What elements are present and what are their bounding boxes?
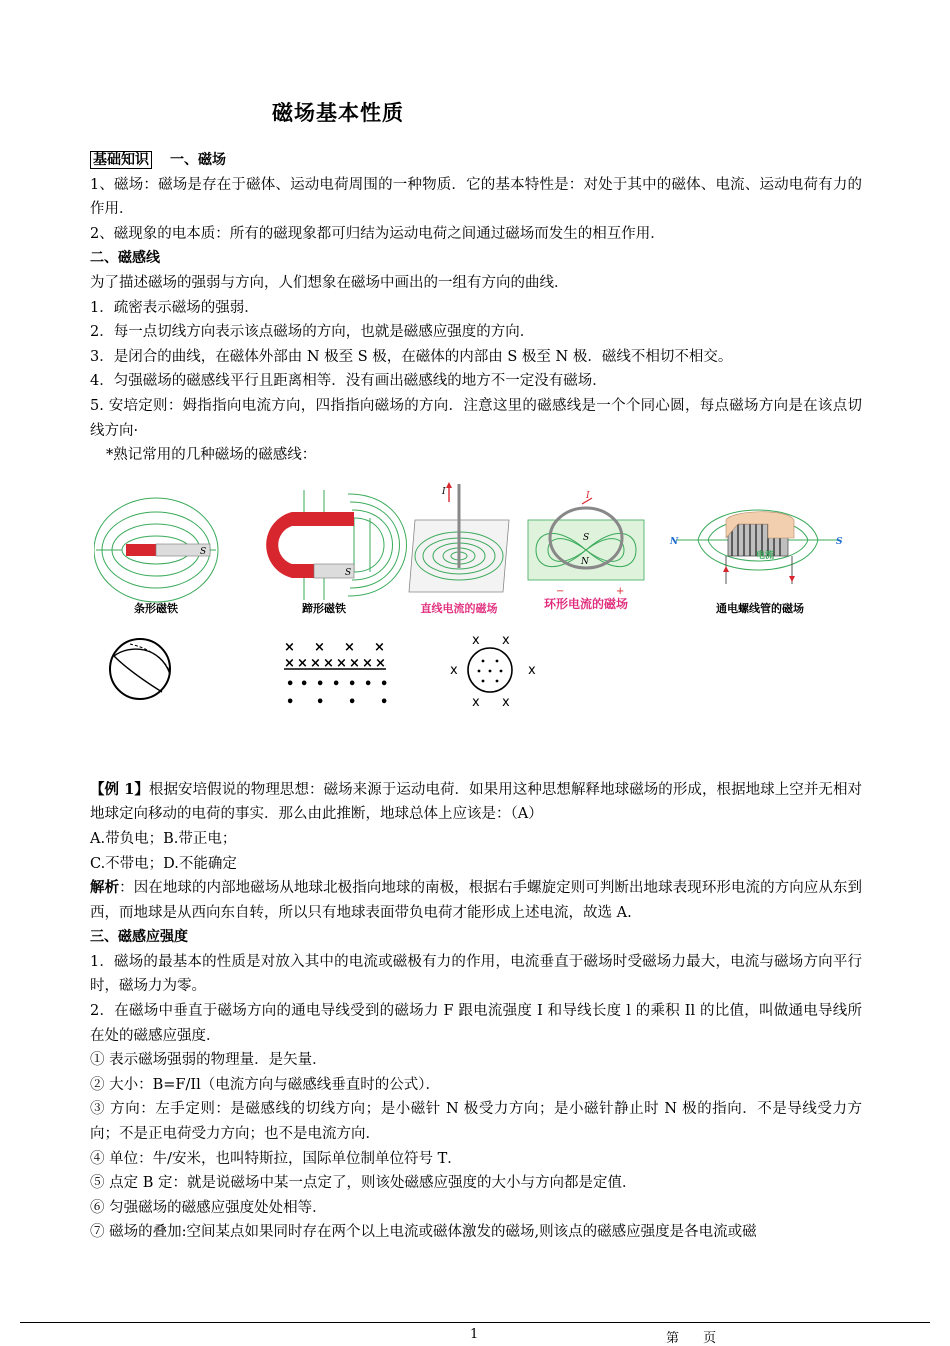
section3-item: ① 表示磁场强弱的物理量．是矢量．: [90, 1052, 327, 1069]
footer-page-number: 1: [470, 1327, 479, 1342]
ring-current-i-label: I: [586, 490, 590, 501]
dot-mark: •: [380, 694, 389, 710]
x-small-mark: x: [502, 633, 510, 648]
solenoid-current-label: 电流: [756, 550, 775, 561]
x-small-mark: x: [528, 662, 536, 678]
x-mark: ×: [314, 639, 325, 655]
section2-item: 5. 安培定则：姆指指向电流方向，四指指向磁场的方向．注意这里的磁感线是一个个同心圆，每点磁场方向是在该点切线方向·: [90, 397, 862, 439]
section2-item: 4．匀强磁场的磁感线平行且距离相等．没有画出磁感线的地方不一定没有磁场．: [90, 373, 607, 390]
ring-n-label: N: [581, 556, 589, 567]
straight-current-caption: 直线电流的磁场: [420, 601, 498, 615]
section3-item: ③ 方向：左手定则：是磁感线的切线方向；是小磁针 N 极受力方向；是小磁针静止时 N 极的指向．不是导线受力方向；不是正电荷受力方向；也不是电流方向．: [90, 1101, 862, 1143]
ring-current-figure: [528, 491, 644, 611]
dot-mark: •: [348, 694, 357, 710]
bar-magnet-caption: 条形磁铁: [134, 601, 178, 615]
x-mark: ×: [284, 639, 295, 655]
dot-mark: •: [316, 694, 325, 710]
x-mark: ×: [374, 639, 385, 655]
dot-mark: •: [380, 676, 389, 692]
field-line-diagrams: [94, 480, 854, 630]
analysis-text: ：因在地球的内部地磁场从地球北极指向地球的南极，根据右手螺旋定则可判断出地球表现环形电流的方向应从东到西，而地球是从西向东自转，所以只有地球表面带负电荷才能形成上述电流，故选 A.: [90, 880, 863, 921]
section3-item: ⑦ 磁场的叠加:空间某点如果同时存在两个以上电流或磁体激发的磁场,则该点的磁感应强度是各电流或磁: [90, 1224, 757, 1241]
x-mark: ×: [349, 655, 360, 671]
section3-item: ⑥ 匀强磁场的磁感应强度处处相等．: [90, 1199, 327, 1216]
dot-mark: •: [300, 676, 309, 692]
dot-mark: •: [364, 676, 373, 692]
section1-p2: 2、磁现象的电本质：所有的磁现象都可归结为运动电荷之间通过磁场而发生的相互作用．: [90, 225, 665, 242]
section1-heading: 一、磁场: [170, 152, 226, 168]
x-mark: ×: [375, 655, 386, 671]
ring-s-label: S: [583, 532, 590, 543]
x-mark: ×: [336, 655, 347, 671]
ring-symbol-figure: [450, 634, 536, 710]
bar-magnet-north: [126, 544, 156, 556]
x-mark: ×: [310, 655, 321, 671]
dot-mark: •: [286, 694, 295, 710]
bar-magnet-figure: [94, 498, 218, 615]
section2-heading: 二、磁感线: [90, 250, 160, 267]
x-small-mark: x: [450, 662, 458, 678]
section3-p1: 1．磁场的最基本的性质是对放入其中的电流或磁极有力的作用，电流垂直于磁场时受磁场力最大，电流与磁场方向平行时，磁场力为零。: [90, 953, 862, 995]
example1-text: 根据安培假说的物理思想：磁场来源于运动电荷．如果用这种思想解释地球磁场的形成，根据地球上空并无相对地球定向移动的电荷的事实．那么由此推断，地球总体上应该是：（A）: [90, 781, 863, 823]
section2-item: 1．疏密表示磁场的强弱．: [90, 299, 259, 316]
section2-item: 2．每一点切线方向表示该点磁场的方向，也就是磁感应强度的方向．: [90, 324, 535, 341]
section3-heading: 三、磁感应强度: [90, 929, 188, 946]
example1: [90, 778, 862, 827]
example1-label: 【例 1】: [90, 780, 149, 798]
section3-item: ④ 单位：牛/安米，也叫特斯拉，国际单位制单位符号 T．: [90, 1150, 462, 1167]
page-title: 磁场基本性质: [272, 101, 404, 125]
section2-intro: 为了描述磁场的强弱与方向，人们想象在磁场中画出的一组有方向的曲线．: [90, 274, 569, 291]
horseshoe-caption: 蹄形磁铁: [302, 601, 346, 615]
ring-current-caption: 环形电流的磁场: [543, 596, 629, 611]
dot-mark: •: [316, 676, 325, 692]
wire-field-figure: [284, 640, 388, 710]
x-small-mark: x: [502, 694, 510, 710]
x-mark: ×: [284, 655, 295, 671]
ring-plus-label: +: [616, 585, 625, 597]
horseshoe-s-label: S: [345, 567, 352, 578]
basics-box-label: 基础知识: [90, 151, 152, 169]
straight-current-figure: [409, 482, 509, 615]
example1-options-ab: A.带负电；B.带正电；: [90, 830, 237, 847]
field-symbol-figures: [90, 628, 862, 778]
x-mark: ×: [344, 639, 355, 655]
x-mark: ×: [323, 655, 334, 671]
footer-page-label: 第 页: [666, 1331, 717, 1346]
solenoid-figure: [669, 510, 843, 615]
sphere-figure: [110, 639, 170, 699]
solenoid-s-label: S: [836, 536, 843, 547]
dot-mark: •: [286, 676, 295, 692]
section2-note: *熟记常用的几种磁场的磁感线：: [106, 447, 317, 464]
horseshoe-magnet-figure: [266, 490, 406, 615]
x-mark: ×: [362, 655, 373, 671]
section3-p2: 2．在磁场中垂直于磁场方向的通电导线受到的磁场力 F 跟电流强度 I 和导线长度 l 的乘积 Il 的比值，叫做通电导线所在处的磁感应强度．: [90, 1003, 862, 1044]
footer-divider: [20, 1322, 930, 1323]
current-i-label: I: [442, 486, 446, 497]
field-symbol-diagrams: [90, 634, 560, 724]
dot-mark: •: [348, 676, 357, 692]
dot-mark: •: [332, 676, 341, 692]
field-line-figures: [90, 468, 862, 628]
x-mark: ×: [297, 655, 308, 671]
example1-options-cd: C.不带电；D.不能确定: [90, 855, 237, 872]
section3-item: ⑤ 点定 B 定：就是说磁场中某一点定了，则该处磁感应强度的大小与方向都是定值．: [90, 1175, 637, 1192]
section1-p1: 1、磁场：磁场是存在于磁体、运动电荷周围的一种物质．它的基本特性是：对处于其中的磁体、电流、运动电荷有力的作用．: [90, 176, 862, 218]
solenoid-caption: 通电螺线管的磁场: [716, 601, 804, 615]
content-body: [90, 148, 862, 1245]
analysis-label: 解析: [90, 880, 120, 897]
ring-minus-label: −: [556, 585, 565, 597]
section3-item: ② 大小：B=F/Il（电流方向与磁感线垂直时的公式）．: [90, 1076, 440, 1093]
example1-analysis: [90, 876, 862, 925]
bar-magnet-s-label: S: [200, 546, 207, 557]
x-small-mark: x: [472, 633, 480, 648]
solenoid-n-label: N: [670, 536, 679, 547]
x-small-mark: x: [472, 694, 480, 710]
section2-item: 3．是闭合的曲线，在磁体外部由 N 极至 S 极，在磁体的内部由 S 极至 N 极．磁线不相切不相交。: [90, 348, 733, 365]
section1-header: [90, 148, 862, 173]
